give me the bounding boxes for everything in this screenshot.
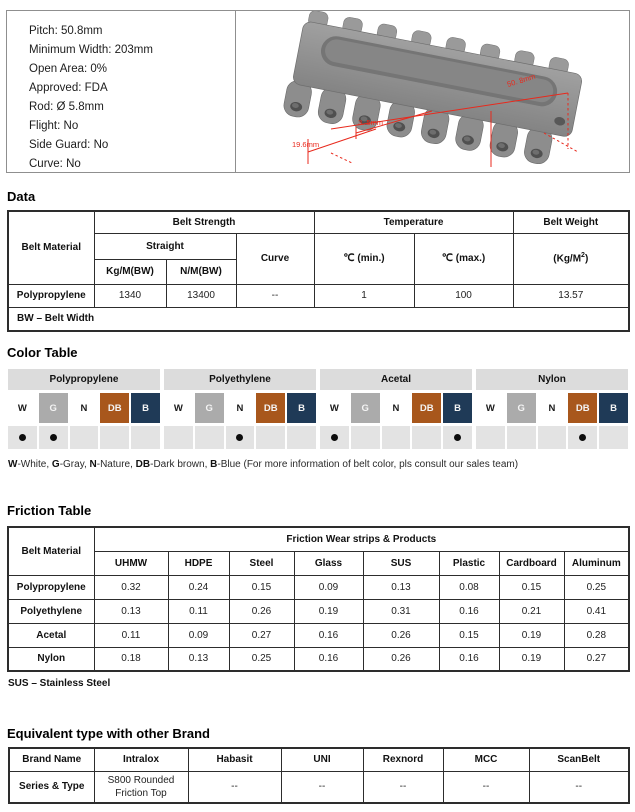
availability-dot-cell [538,426,567,449]
availability-dot-cell [164,426,193,449]
equivalent-value-rexnord: -- [363,771,443,803]
friction-value: 0.08 [439,575,499,599]
equivalent-header-brand-name: Brand Name [9,748,94,771]
note-code-db: DB [135,459,151,470]
friction-value: 0.28 [564,623,629,647]
color-swatch: G [195,393,224,423]
color-swatch: DB [412,393,441,423]
color-swatch: N [382,393,411,423]
spec-item-flight: Flight: No [29,120,79,132]
friction-header-group: Friction Wear strips & Products [94,527,629,551]
note-text-gray: -Gray, [59,459,90,470]
color-swatch: DB [568,393,597,423]
friction-value: 0.15 [229,575,294,599]
equivalent-value-uni: -- [281,771,363,803]
weight-unit-base: (Kg/M [553,253,582,265]
table-row [8,647,629,671]
availability-dot-cell [320,426,349,449]
data-table-footnote: BW – Belt Width [8,307,629,331]
availability-dot-cell [256,426,285,449]
section-title-color-table: Color Table [7,345,78,360]
data-table [7,210,630,332]
spec-item-minimum-width: Minimum Width: 203mm [29,44,153,56]
friction-row-material: Acetal [8,623,94,647]
friction-row-material: Polypropylene [8,575,94,599]
color-swatch: N [70,393,99,423]
header-belt-weight: Belt Weight [513,211,629,233]
color-group-polypropylene [8,369,160,449]
friction-value: 0.15 [439,623,499,647]
note-code-b: B [210,459,218,470]
spec-item-curve: Curve: No [29,158,81,170]
friction-value: 0.18 [94,647,168,671]
table-row [8,599,629,623]
cell-strength-kg: 1340 [94,284,166,307]
color-swatch: B [287,393,316,423]
color-swatch: G [507,393,536,423]
friction-value: 0.41 [564,599,629,623]
header-curve: Curve [236,233,314,284]
color-swatch: G [39,393,68,423]
spec-box [6,10,630,173]
color-group-header: Nylon [476,369,628,390]
equivalent-table [8,747,630,804]
table-row [8,575,629,599]
friction-row-material: Nylon [8,647,94,671]
availability-dot-cell [100,426,129,449]
friction-col-aluminum: Aluminum [564,551,629,575]
equivalent-value-intralox: S800 Rounded Friction Top [94,771,188,803]
color-swatch: W [164,393,193,423]
color-swatch: G [351,393,380,423]
equivalent-value-mcc: -- [443,771,529,803]
color-group-header: Polyethylene [164,369,316,390]
brand-rexnord: Rexnord [363,748,443,771]
color-group-nylon [476,369,628,449]
note-code-g: G [51,459,60,470]
color-table [8,369,628,449]
friction-value: 0.11 [168,599,229,623]
friction-value: 0.27 [564,647,629,671]
color-swatch: DB [256,393,285,423]
friction-value: 0.13 [94,599,168,623]
color-swatch: W [8,393,37,423]
friction-value: 0.09 [294,575,363,599]
friction-value: 0.25 [564,575,629,599]
color-swatch: N [538,393,567,423]
cell-weight: 13.57 [513,284,629,307]
header-temperature: Temperature [314,211,513,233]
equivalent-value-habasit: -- [188,771,281,803]
color-swatch: W [320,393,349,423]
table-row [9,771,629,803]
friction-value: 0.11 [94,623,168,647]
friction-value: 0.25 [229,647,294,671]
spec-item-approved: Approved: FDA [29,82,108,94]
friction-value: 0.16 [294,647,363,671]
availability-dot-cell [287,426,316,449]
section-title-friction-table: Friction Table [7,503,92,518]
availability-dot-cell [568,426,597,449]
friction-value: 0.26 [363,623,439,647]
spec-item-rod: Rod: Ø 5.8mm [29,101,104,113]
data-table-row [8,284,629,307]
friction-value: 0.26 [229,599,294,623]
friction-value: 0.31 [363,599,439,623]
availability-dot-cell [412,426,441,449]
color-group-acetal [320,369,472,449]
equivalent-row-label: Series & Type [9,771,94,803]
friction-value: 0.21 [499,599,564,623]
note-code-n: N [89,459,97,470]
thickness-dimension-label: 3. 5mm [358,118,384,127]
availability-dot-cell [8,426,37,449]
color-table-note [8,459,518,470]
friction-table [7,526,630,672]
availability-dot-cell [507,426,536,449]
header-temp-max: ℃ (max.) [414,233,513,284]
friction-value: 0.26 [363,647,439,671]
color-group-header: Acetal [320,369,472,390]
availability-dot-cell [39,426,68,449]
pitch-dimension-label: 50. 8mm [505,71,537,89]
availability-dot-cell [476,426,505,449]
color-swatch: B [131,393,160,423]
brand-mcc: MCC [443,748,529,771]
cell-material: Polypropylene [8,284,94,307]
height-dimension-label: 19.6mm [292,140,320,149]
note-text-dark-brown: -Dark brown, [150,459,211,470]
availability-dot-cell [70,426,99,449]
note-text-blue: -Blue (For more information of belt color, pls consult our sales team) [217,459,519,470]
header-straight: Straight [94,233,236,259]
weight-unit-superscript: 2 [581,252,585,260]
friction-col-glass: Glass [294,551,363,575]
friction-col-steel: Steel [229,551,294,575]
cell-temp-min: 1 [314,284,414,307]
friction-value: 0.13 [168,647,229,671]
cell-curve: -- [236,284,314,307]
friction-value: 0.27 [229,623,294,647]
availability-dot-cell [599,426,628,449]
availability-dot-cell [443,426,472,449]
friction-value: 0.09 [168,623,229,647]
spec-list [7,11,236,172]
friction-value: 0.24 [168,575,229,599]
table-row [8,623,629,647]
section-title-equivalent: Equivalent type with other Brand [7,726,210,741]
friction-col-hdpe: HDPE [168,551,229,575]
weight-unit-close: ) [584,253,589,265]
header-weight-unit [513,233,629,284]
availability-dot-cell [382,426,411,449]
brand-habasit: Habasit [188,748,281,771]
color-swatch: B [443,393,472,423]
belt-module-3d-render [236,11,629,172]
note-text-white: -White, [17,459,52,470]
friction-value: 0.13 [363,575,439,599]
header-belt-material: Belt Material [8,211,94,284]
section-title-data: Data [7,189,36,204]
spec-item-open-area: Open Area: 0% [29,63,107,75]
friction-col-sus: SUS [363,551,439,575]
friction-value: 0.16 [439,647,499,671]
note-code-w: W [8,459,18,470]
friction-col-plastic: Plastic [439,551,499,575]
brand-intralox: Intralox [94,748,188,771]
availability-dot-cell [226,426,255,449]
friction-value: 0.19 [499,647,564,671]
color-swatch: B [599,393,628,423]
cell-strength-n: 13400 [166,284,236,307]
friction-col-uhmw: UHMW [94,551,168,575]
friction-header-belt-material: Belt Material [8,527,94,575]
header-n-m-bw: N/M(BW) [166,259,236,284]
friction-value: 0.19 [294,599,363,623]
spec-item-pitch: Pitch: 50.8mm [29,25,103,37]
friction-row-material: Polyethylene [8,599,94,623]
color-group-header: Polypropylene [8,369,160,390]
header-belt-strength: Belt Strength [94,211,314,233]
friction-value: 0.32 [94,575,168,599]
availability-dot-cell [351,426,380,449]
color-swatch: W [476,393,505,423]
friction-value: 0.19 [499,623,564,647]
spec-item-side-guard: Side Guard: No [29,139,109,151]
header-temp-min: ℃ (min.) [314,233,414,284]
note-text-nature: -Nature, [96,459,136,470]
friction-col-cardboard: Cardboard [499,551,564,575]
availability-dot-cell [131,426,160,449]
color-swatch: N [226,393,255,423]
header-kg-m-bw: Kg/M(BW) [94,259,166,284]
equivalent-value-scanbelt: -- [529,771,629,803]
brand-scanbelt: ScanBelt [529,748,629,771]
availability-dot-cell [195,426,224,449]
color-group-polyethylene [164,369,316,449]
color-swatch: DB [100,393,129,423]
cell-temp-max: 100 [414,284,513,307]
friction-value: 0.15 [499,575,564,599]
friction-value: 0.16 [294,623,363,647]
product-image-cell [236,11,629,172]
brand-uni: UNI [281,748,363,771]
friction-table-footnote: SUS – Stainless Steel [8,678,111,689]
friction-value: 0.16 [439,599,499,623]
